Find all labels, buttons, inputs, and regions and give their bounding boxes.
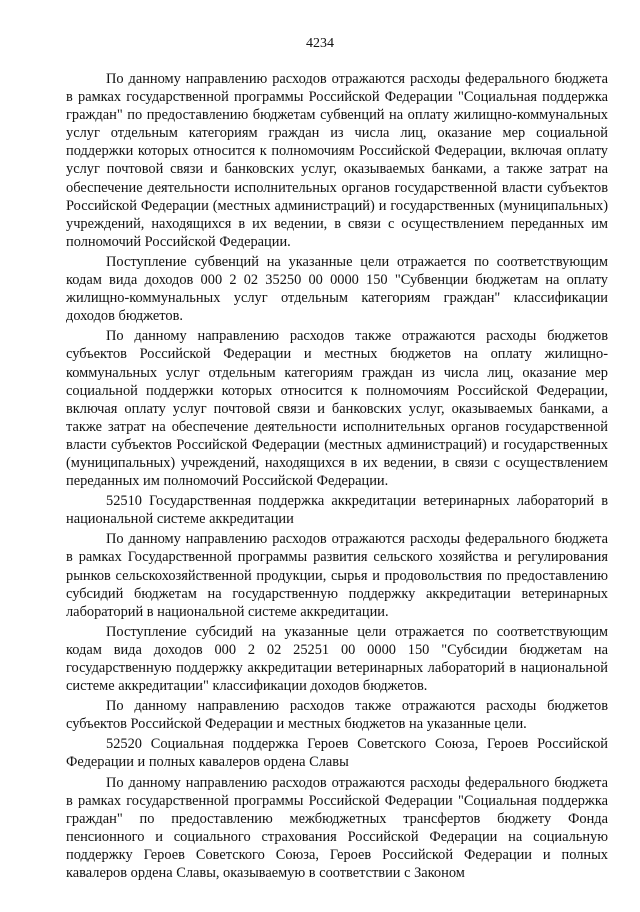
paragraph-5: По данному направлению расходов отражаются расходы федерального бюджета в рамках Государственной программы развития сельского хозяйства и регулирования рынков сельскохозяйственной продукции, сырья и продовольствия по предоставлению субсидий бюджетам на государственную поддержку аккредитации ветеринарных лабораторий в национальной системе аккредитации. — [66, 531, 608, 620]
paragraph-1: По данному направлению расходов отражаются расходы федерального бюджета в рамках государственной программы Российской Федерации "Социальная поддержка граждан" по предоставлению бюджетам субвенций на оплату жилищно-коммунальных услуг отдельным категориям граждан из числа лиц, оказание мер социальной поддержки которых относится к полномочиям Российской Федерации, включая оплату услуг почтовой связи и банковских услуг, оказываемых банками, а также затрат на обеспечение деятельности исполнительных органов государственной власти субъектов Российской Федерации (местных администраций) и государственных (муниципальных) учреждений, находящихся в их ведении, в связи с осуществлением переданных им полномочий Российской Федерации. — [66, 71, 608, 250]
document-body — [66, 70, 608, 882]
paragraph-2: Поступление субвенций на указанные цели отражается по соответствующим кодам вида доходов 000 2 02 35250 00 0000 150 "Субвенции бюджетам на оплату жилищно-коммунальных услуг отдельным категориям граждан" классификации доходов бюджетов. — [66, 253, 608, 325]
page-number: 4234 — [306, 36, 334, 51]
paragraph-6: Поступление субсидий на указанные цели отражается по соответствующим кодам вида доходов 000 2 02 25251 00 0000 150 "Субсидии бюджетам на государственную поддержку аккредитации ветеринарных лабораторий в национальной системе аккредитации" классификации доходов бюджетов. — [66, 623, 608, 695]
section-heading-52510: 52510 Государственная поддержка аккредитации ветеринарных лабораторий в национальной системе аккредитации — [66, 493, 608, 528]
paragraph-3: По данному направлению расходов также отражаются расходы бюджетов субъектов Российской Федерации и местных бюджетов на оплату жилищно-коммунальных услуг отдельным категориям граждан из числа лиц, оказание мер социальной поддержки которых относится к полномочиям Российской Федерации, включая оплату услуг почтовой связи и банковских услуг, оказываемых банками, а также затрат на обеспечение деятельности исполнительных органов государственной власти субъектов Российской Федерации (местных администраций) и государственных (муниципальных) учреждений, находящихся в их ведении, в связи с осуществлением переданных им полномочий Российской Федерации. — [66, 328, 608, 490]
paragraph-7: По данному направлению расходов также отражаются расходы бюджетов субъектов Российской Федерации и местных бюджетов на указанные цели. — [66, 698, 608, 733]
section-heading-52520: 52520 Социальная поддержка Героев Советского Союза, Героев Российской Федерации и полных кавалеров ордена Славы — [66, 736, 608, 771]
paragraph-9: По данному направлению расходов отражаются расходы федерального бюджета в рамках государственной программы Российской Федерации "Социальная поддержка граждан" по предоставлению межбюджетных трансфертов бюджету Фонда пенсионного и социального страхования Российской Федерации на социальную поддержку Героев Советского Союза, Героев Российской Федерации и полных кавалеров ордена Славы, оказываемую в соответствии с Законом — [66, 774, 608, 882]
